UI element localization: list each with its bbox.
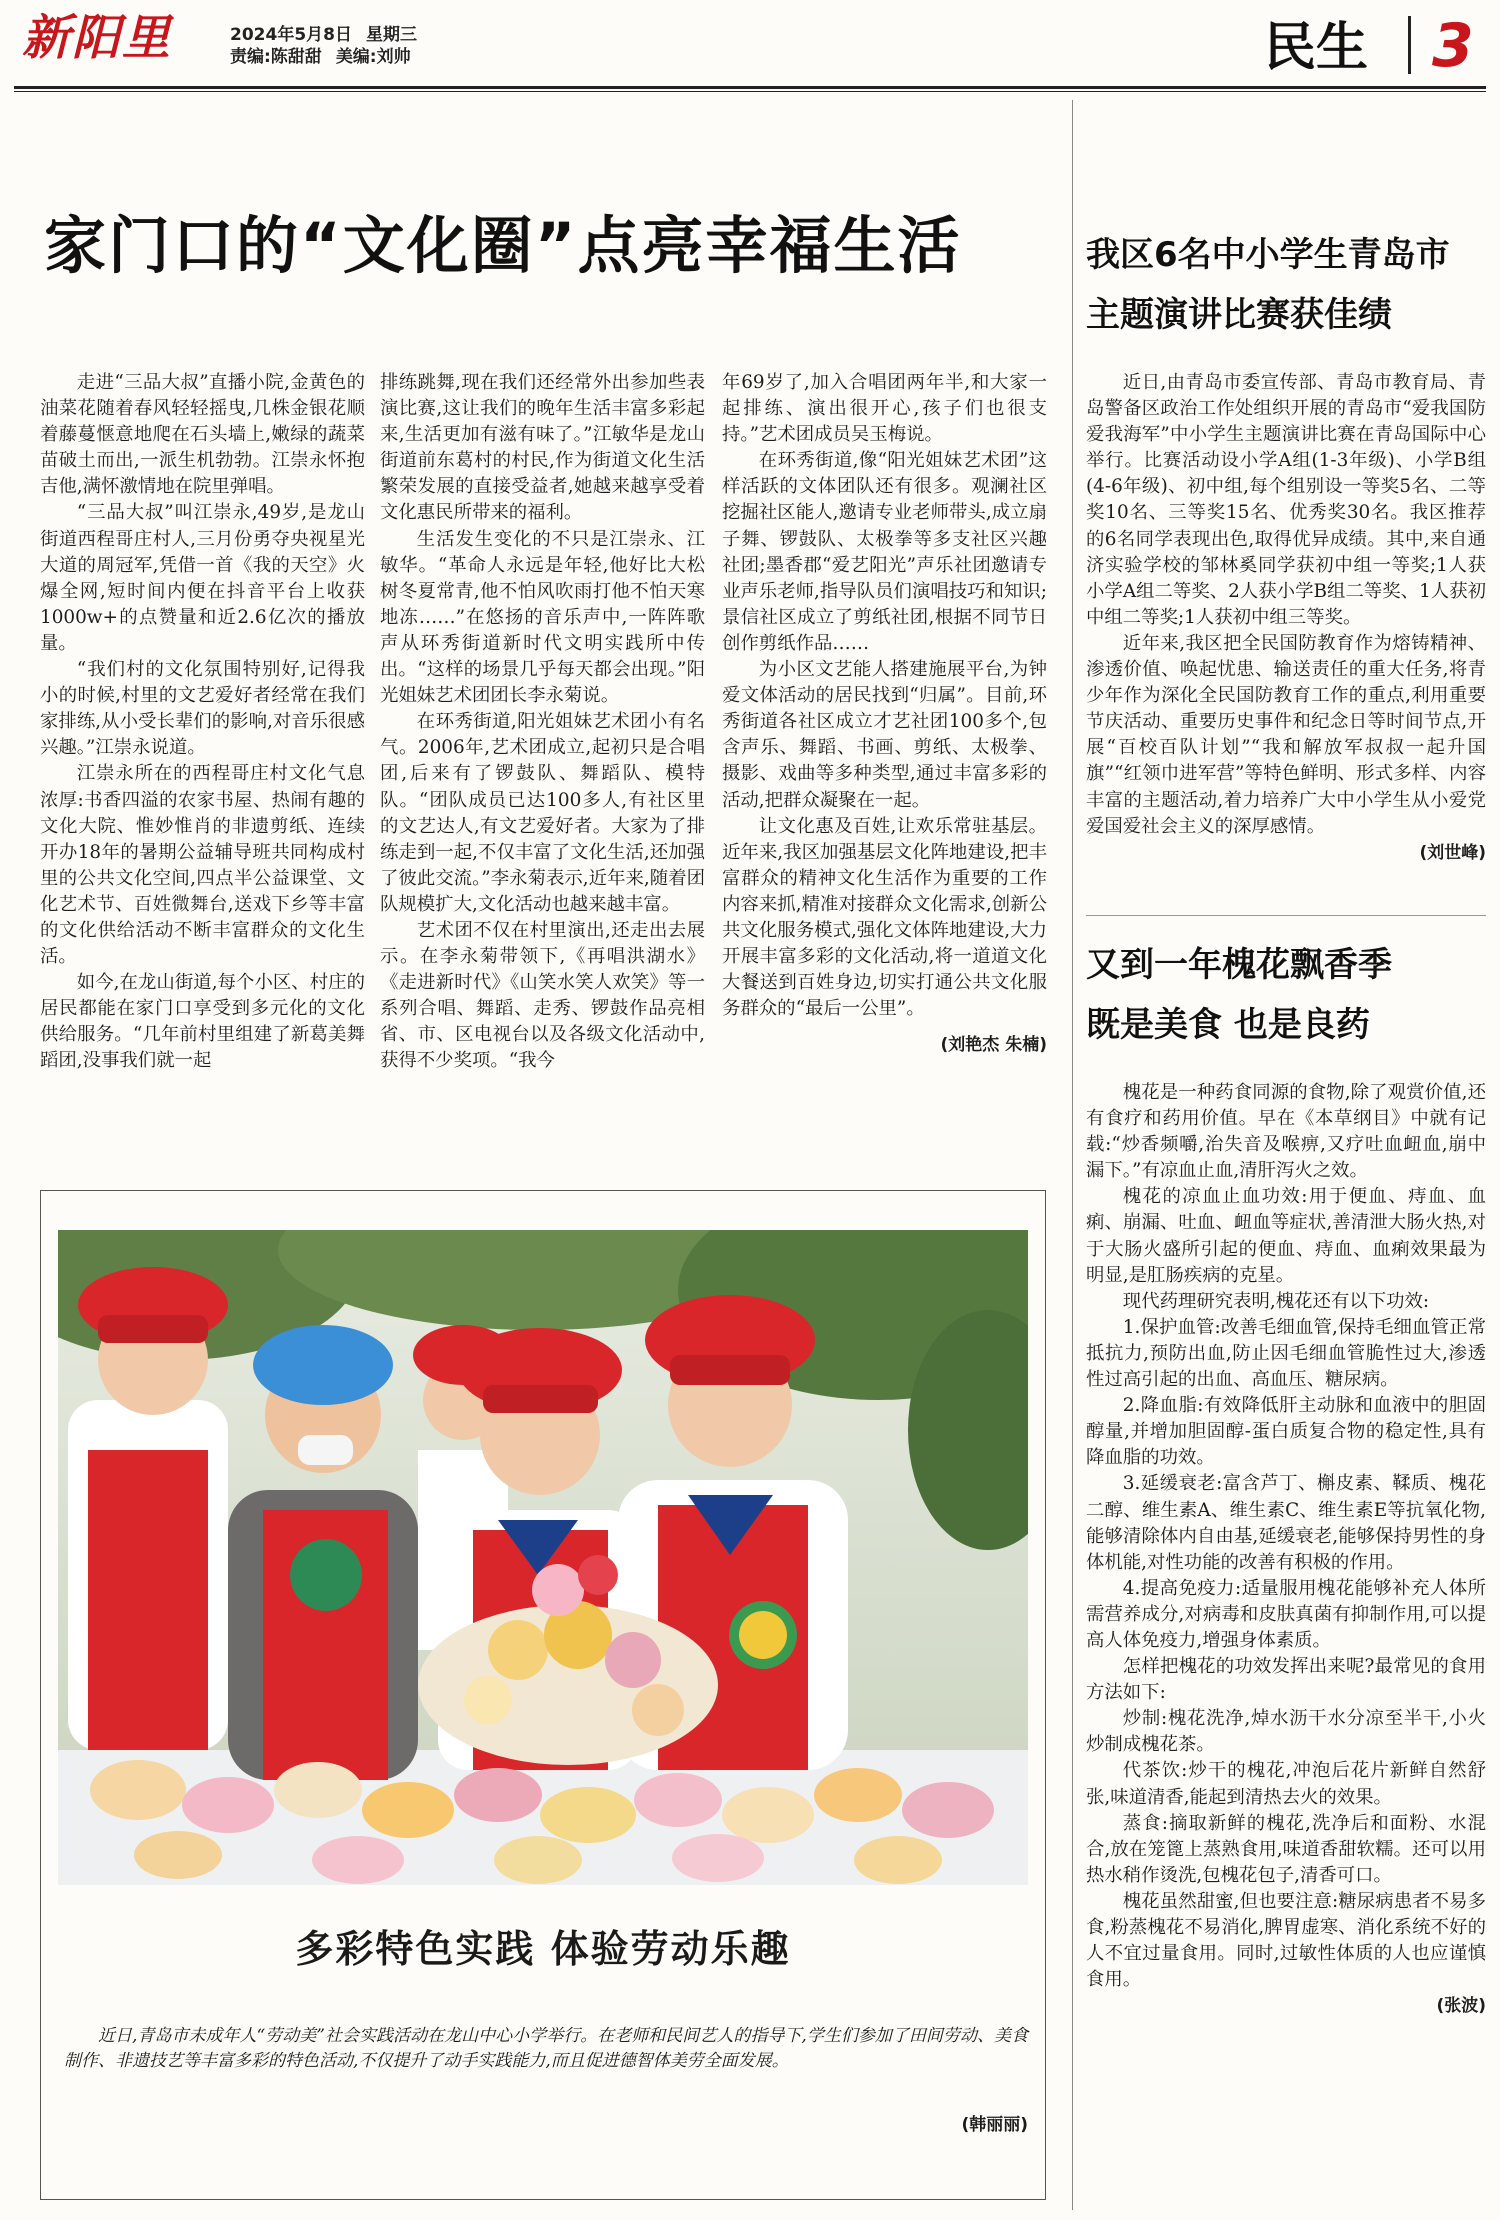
article-byline: (刘世峰) xyxy=(1419,842,1486,863)
photo-byline: (韩丽丽) xyxy=(961,2115,1028,2135)
paragraph: 槐花虽然甜蜜,但也要注意:糖尿病患者不易多食,粉蒸槐花不易消化,脾胃虚寒、消化系统不好的人不宜过量食用。同时,过敏性体质的人也应谨慎食用。 xyxy=(1086,1890,1486,1991)
article-byline: (刘艳杰 朱楠) xyxy=(940,1035,1047,1056)
paragraph: 1.保护血管:改善毛细血管,保持毛细血管正常抵抗力,预防出血,防止因毛细血管脆性过大,渗透性过高引起的出血、高血压、糖尿病。 xyxy=(1086,1316,1486,1391)
paragraph: 怎样把槐花的功效发挥出来呢?最常见的食用方法如下: xyxy=(1086,1656,1486,1704)
paragraph: 近年来,我区把全民国防教育作为熔铸精神、渗透价值、唤起忧患、输送责任的重大任务,将青少年作为深化全民国防教育工作的重点,利用重要节庆活动、重要历史事件和纪念日等时间节点,开展“百校百队计划”“我和解放军叔叔一起升国旗”“红领巾进军营”等特色鲜明、形式多样、内容丰富的主题活动,着力培养广大中小学生从小爱党爱国爱社会主义的深厚感情。 xyxy=(1086,632,1486,837)
paragraph: 4.提高免疫力:适量服用槐花能够补充人体所需营养成分,对病毒和皮肤真菌有抑制作用,可以提高人体免疫力,增强身体素质。 xyxy=(1086,1577,1486,1651)
paragraph: 3.延缓衰老:富含芦丁、槲皮素、鞣质、槐花二醇、维生素A、维生素C、维生素E等抗氧化物,能够清除体内自由基,延缓衰老,能够保持男性的身体机能,对性功能的改善有积极的作用。 xyxy=(1086,1473,1486,1573)
column-divider xyxy=(1072,100,1073,2210)
headline-line: 我区6名中小学生青岛市 xyxy=(1086,235,1450,275)
article-column-3 xyxy=(722,370,1047,1058)
article-byline: (张波) xyxy=(1436,1996,1486,2017)
page-number: 3 xyxy=(1432,11,1474,81)
article-column-2 xyxy=(380,370,705,1075)
paragraph: 如今,在龙山街道,每个小区、村庄的居民都能在家门口享受到多元化的文化供给服务。“几年前村里组建了新葛美舞蹈团,没事我们就一起 xyxy=(40,972,365,1072)
headline-line: 既是美食 也是良药 xyxy=(1086,1005,1370,1045)
paragraph: “我们村的文化氛围特别好,记得我小的时候,村里的文艺爱好者经常在我们家排练,从小受长辈们的影响,对音乐很感兴趣。”江崇永说道。 xyxy=(40,659,365,759)
speech-contest-body xyxy=(1086,370,1486,866)
paragraph: 年69岁了,加入合唱团两年半,和大家一起排练、演出很开心,孩子们也很支持。”艺术团成员吴玉梅说。 xyxy=(722,372,1047,446)
paragraph: 为小区文艺能人搭建施展平台,为钟爱文体活动的居民找到“归属”。目前,环秀街道各社区成立才艺社团100多个,包含声乐、舞蹈、书画、剪纸、太极拳、摄影、戏曲等多种类型,通过丰富多彩的活动,把群众凝聚在一起。 xyxy=(722,659,1047,811)
section-divider xyxy=(1408,16,1411,74)
paragraph: 江崇永所在的西程哥庄村文化气息浓厚:书香四溢的农家书屋、热闹有趣的文化大院、惟妙惟肖的非遗剪纸、连续开办18年的暑期公益辅导班共同构成村里的公共文化空间,四点半公益课堂、文化艺术节、百姓微舞台,送戏下乡等丰富的文化供给活动不断丰富群众的文化生活。 xyxy=(40,763,365,968)
headline-line: 主题演讲比赛获佳绩 xyxy=(1086,295,1392,335)
paragraph: 在环秀街道,阳光姐妹艺术团小有名气。2006年,艺术团成立,起初只是合唱团,后来有了锣鼓队、舞蹈队、模特队。“团队成员已达100多人,有社区里的文艺达人,有文艺爱好者。大家为了排练走到一起,不仅丰富了文化生活,还加强了彼此交流。”李永菊表示,近年来,随着团队规模扩大,文化活动也越来越丰富。 xyxy=(380,711,705,915)
article-separator xyxy=(1086,915,1486,916)
photo-headline: 多彩特色实践 体验劳动乐趣 xyxy=(295,1927,791,1971)
paragraph: 槐花的凉血止血功效:用于便血、痔血、血痢、崩漏、吐血、衄血等症状,善清泄大肠火热,对于大肠火盛所引起的便血、痔血、血痢效果最为明显,是肛肠疾病的克星。 xyxy=(1086,1186,1486,1286)
designer-credit: 美编:刘帅 xyxy=(335,47,411,67)
paragraph: 代茶饮:炒干的槐花,冲泡后花片新鲜自然舒张,味道清香,能起到清热去火的效果。 xyxy=(1086,1760,1486,1808)
paragraph: 生活发生变化的不只是江崇永、江敏华。“革命人永远是年轻,他好比大松树冬夏常青,他不怕风吹雨打他不怕天寒地冻……”在悠扬的音乐声中,一阵阵歌声从环秀街道新时代文明实践所中传出。“这样的场景几乎每天都会出现。”阳光姐妹艺术团团长李永菊说。 xyxy=(380,528,705,707)
paragraph: 排练跳舞,现在我们还经常外出参加些表演比赛,这让我们的晚年生活丰富多彩起来,生活更加有滋有味了。”江敏华是龙山街道前东葛村的村民,作为街道文化生活繁荣发展的直接受益者,她越来越享受着文化惠民所带来的福利。 xyxy=(380,372,705,524)
section-title: 民生 xyxy=(1264,18,1369,78)
paragraph: 蒸食:摘取新鲜的槐花,洗净后和面粉、水混合,放在笼篦上蒸熟食用,味道香甜软糯。还可以用热水稍作烫洗,包槐花包子,清香可口。 xyxy=(1086,1812,1486,1886)
paragraph: 在环秀街道,像“阳光姐妹艺术团”这样活跃的文体团队还有很多。观澜社区挖掘社区能人,邀请专业老师带头,成立扇子舞、锣鼓队、太极拳等多支社区兴趣社团;墨香郡“爱艺阳光”声乐社团邀请专业声乐老师,指导队员们演唱技巧和知识;景信社区成立了剪纸社团,根据不同节日创作剪纸作品…… xyxy=(722,450,1047,654)
paragraph: 现代药理研究表明,槐花还有以下功效: xyxy=(1122,1290,1430,1312)
paragraph: 2.降血脂:有效降低肝主动脉和血液中的胆固醇量,并增加胆固醇-蛋白质复合物的稳定性,具有降血脂的功效。 xyxy=(1086,1395,1486,1469)
photo-description: 近日,青岛市未成年人“劳动美”社会实践活动在龙山中心小学举行。在老师和民间艺人的指导下,学生们参加了田间劳动、美食制作、非遗技艺等丰富多彩的特色活动,不仅提升了动手实践能力,而且促进德智体美劳全面发展。 xyxy=(64,2026,1028,2071)
editor-credit: 责编:陈甜甜 xyxy=(230,47,322,67)
header-rule-thin xyxy=(14,91,1486,92)
main-headline: 家门口的“文化圈”点亮幸福生活 xyxy=(44,209,962,282)
locust-flower-headline xyxy=(1086,935,1486,1055)
masthead-logo: 新阳里 xyxy=(22,10,173,66)
paragraph: 让文化惠及百姓,让欢乐常驻基层。近年来,我区加强基层文化阵地建设,把丰富群众的精神文化生活作为重要的工作内容来抓,精准对接群众文化需求,创新公共文化服务模式,强化文体阵地建设,大力开展丰富多彩的文化活动,将一道道文化大餐送到百姓身边,切实打通公共文化服务群众的“最后一公里”。 xyxy=(722,815,1047,1020)
news-photo xyxy=(58,1230,1028,1885)
paragraph: 槐花是一种药食同源的食物,除了观赏价值,还有食疗和药用价值。早在《本草纲目》中就有记载:“炒香频嚼,治失音及喉痹,又疗吐血衄血,崩中漏下。”有凉血止血,清肝泻火之效。 xyxy=(1086,1082,1486,1182)
paragraph: 走进“三品大叔”直播小院,金黄色的油菜花随着春风轻轻摇曳,几株金银花顺着藤蔓惬意地爬在石头墙上,嫩绿的蔬菜苗破土而出,一派生机勃勃。江崇永怀抱吉他,满怀激情地在院里弹唱。 xyxy=(40,372,365,498)
paragraph: 艺术团不仅在村里演出,还走出去展示。在李永菊带领下,《再唱洪湖水》《走进新时代》《山笑水笑人欢笑》等一系列合唱、舞蹈、走秀、锣鼓作品亮相省、市、区电视台以及各级文化活动中,获得不少奖项。“我今 xyxy=(380,919,705,1072)
issue-weekday: 星期三 xyxy=(365,25,417,45)
headline-line: 又到一年槐花飘香季 xyxy=(1086,945,1392,985)
speech-contest-headline xyxy=(1086,225,1486,345)
paragraph: 近日,由青岛市委宣传部、青岛市教育局、青岛警备区政治工作处组织开展的青岛市“爱我国防 爱我海军”中小学生主题演讲比赛在青岛国际中心举行。比赛活动设小学A组(1-3年级)、小学B组(4-6年级)、初中组,每个组别设一等奖5名、二等奖10名、三等奖15名、优秀奖30名。我区推荐的6名同学表现出色,取得优异成绩。其中,来自通济实验学校的邹林奚同学获初中组一等奖;1人获小学A组二等奖、2人获小学B组二等奖、1人获初中组二等奖;1人获初中组三等奖。 xyxy=(1086,372,1486,628)
locust-flower-body xyxy=(1086,1080,1486,2019)
article-column-1 xyxy=(40,370,365,1075)
paragraph: “三品大叔”叫江崇永,49岁,是龙山街道西程哥庄村人,三月份勇夺央视星光大道的周冠军,凭借一首《我的天空》火爆全网,短时间内便在抖音平台上收获1000w+的点赞量和近2.6亿次的播放量。 xyxy=(40,502,365,654)
paragraph: 炒制:槐花洗净,焯水沥干水分凉至半干,小火炒制成槐花茶。 xyxy=(1086,1708,1486,1756)
issue-date: 2024年5月8日 xyxy=(230,25,352,45)
header-rule xyxy=(14,86,1486,89)
header-meta xyxy=(230,24,431,68)
